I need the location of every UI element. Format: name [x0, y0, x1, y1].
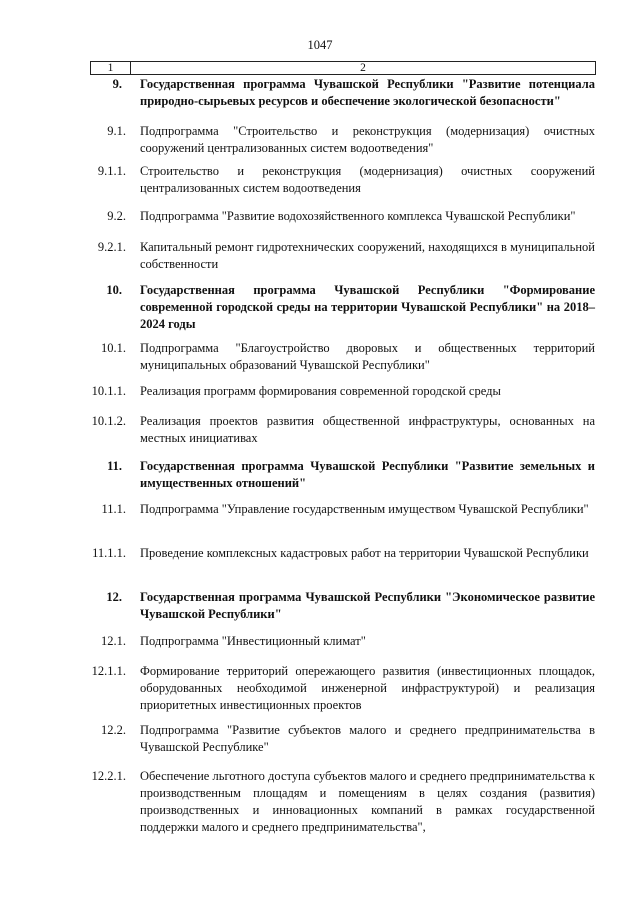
row-number: 12.	[106, 590, 122, 604]
row-number: 12.1.	[101, 634, 126, 648]
row-text: Реализация проектов развития общественной инфраструктуры, основанных на местных инициативах	[140, 414, 595, 445]
table-header	[90, 61, 596, 75]
row-text: Подпрограмма "Благоустройство дворовых и общественных территорий муниципальных образований Чувашской Республики"	[140, 341, 595, 372]
row-text: Подпрограмма "Строительство и реконструкция (модернизация) очистных сооружений централизованных систем водоотведения"	[140, 124, 595, 155]
row-number: 9.1.	[107, 124, 126, 138]
row-number: 12.2.1.	[91, 769, 126, 783]
row-number: 10.	[106, 283, 122, 297]
row-text: Строительство и реконструкция (модернизация) очистных сооружений централизованных систем водоотведения	[140, 164, 595, 195]
column-header-2: 2	[131, 62, 596, 75]
row-text: Государственная программа Чувашской Республики "Развитие потенциала природно-сырьевых ресурсов и обеспечение экологической безопасности"	[140, 77, 595, 108]
row-text: Обеспечение льготного доступа субъектов малого и среднего предпринимательства к производственным площадям и помещениям в целях создания (развития) производственных и инновационных компаний в рамках государственной поддержки малого и среднего предпринимательства",	[140, 769, 595, 834]
row-text: Подпрограмма "Инвестиционный климат"	[140, 634, 366, 648]
row-number: 12.2.	[101, 723, 126, 737]
row-text: Государственная программа Чувашской Республики "Экономическое развитие Чувашской Республики"	[140, 590, 595, 621]
row-number: 10.1.2.	[91, 414, 126, 428]
row-text: Подпрограмма "Управление государственным имуществом Чувашской Республики"	[140, 502, 589, 516]
row-number: 10.1.	[101, 341, 126, 355]
row-number: 11.	[107, 459, 122, 473]
row-text: Формирование территорий опережающего развития (инвестиционных площадок, оборудованных необходимой инженерной инфраструктурой) и реализация приоритетных инвестиционных проектов	[140, 664, 595, 712]
row-text: Реализация программ формирования современной городской среды	[140, 384, 501, 398]
row-number: 9.2.1.	[97, 240, 126, 254]
row-number: 9.2.	[107, 209, 126, 223]
row-number: 9.1.1.	[97, 164, 126, 178]
row-text: Государственная программа Чувашской Республики "Развитие земельных и имущественных отношений"	[140, 459, 595, 490]
row-number: 11.1.	[101, 502, 126, 516]
row-text: Проведение комплексных кадастровых работ на территории Чувашской Республики	[140, 546, 589, 560]
row-text: Капитальный ремонт гидротехнических сооружений, находящихся в муниципальной собственности	[140, 240, 595, 271]
row-text: Государственная программа Чувашской Республики "Формирование современной городской среды на территории Чувашской Республики" на 2018–2024 годы	[140, 283, 595, 331]
row-text: Подпрограмма "Развитие водохозяйственного комплекса Чувашской Республики"	[140, 209, 576, 223]
row-number: 11.1.1.	[92, 546, 126, 560]
page-number: 1047	[307, 38, 333, 52]
row-number: 10.1.1.	[91, 384, 126, 398]
row-text: Подпрограмма "Развитие субъектов малого и среднего предпринимательства в Чувашской Республике"	[140, 723, 595, 754]
column-header-1: 1	[91, 62, 131, 75]
row-number: 9.	[112, 77, 122, 91]
row-number: 12.1.1.	[91, 664, 126, 678]
